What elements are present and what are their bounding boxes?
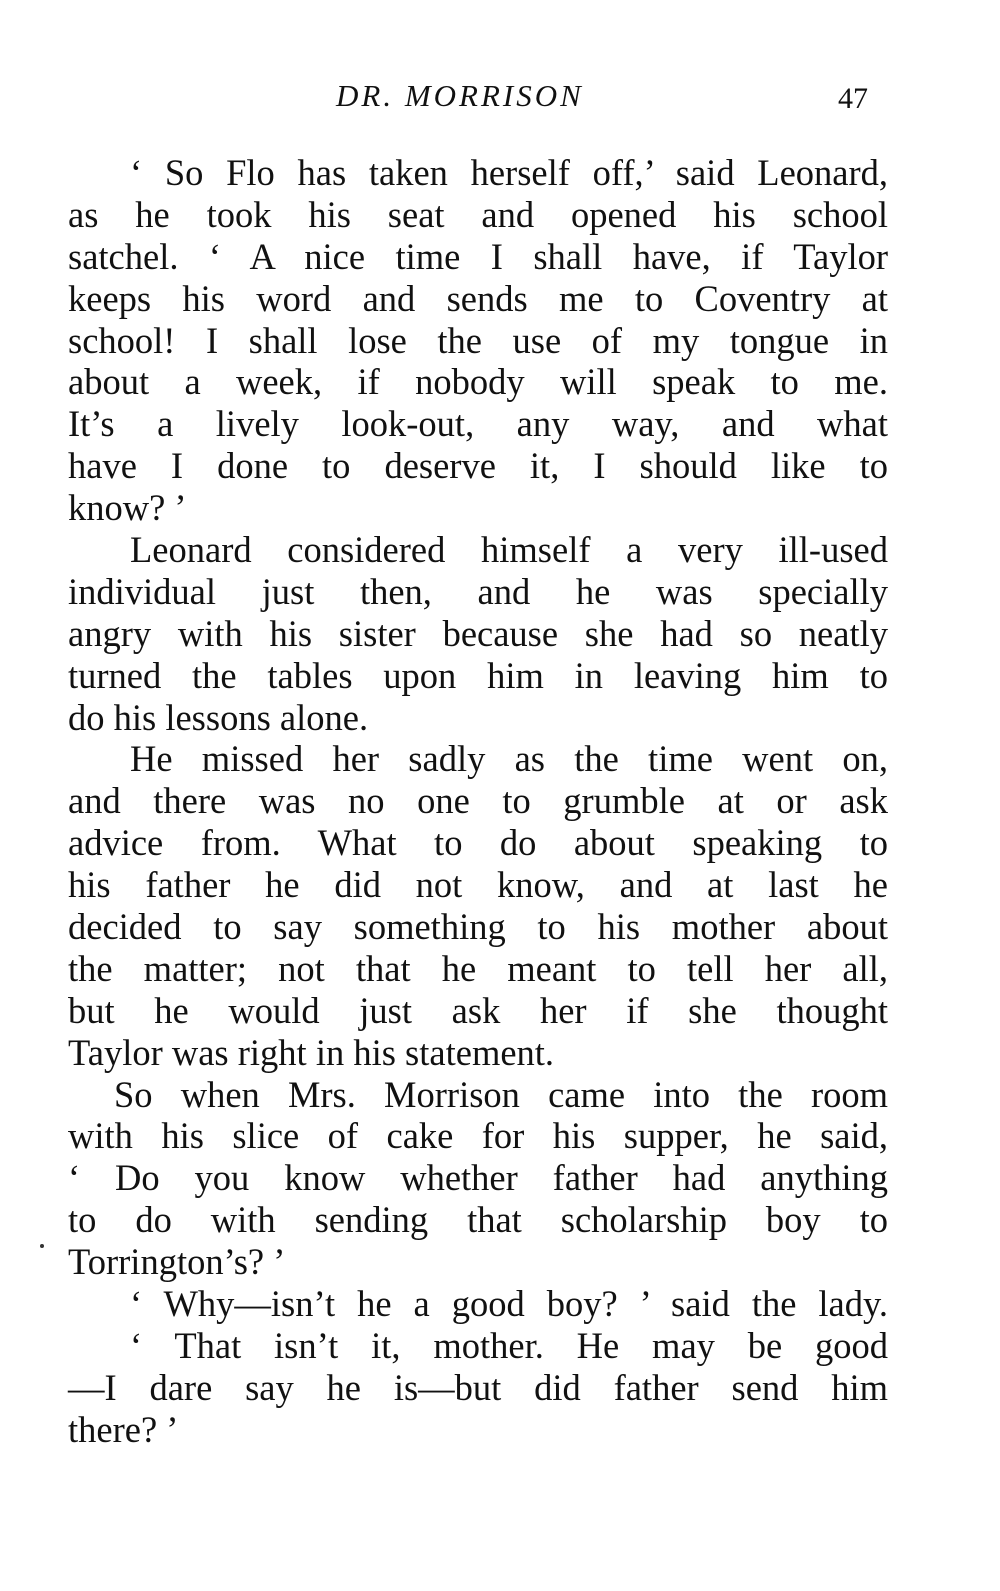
text-line: there? ’ (68, 1408, 179, 1450)
text-line: with his slice of cake for his supper, he said, (68, 1115, 888, 1157)
text-line: advice from. What to do about speaking to (68, 822, 888, 864)
text-line: have I done to deserve it, I should like to (68, 445, 888, 487)
text-line: satchel. ‘ A nice time I shall have, if Taylor (68, 235, 888, 277)
text-line: about a week, if nobody will speak to me. (68, 361, 888, 403)
text-line: So when Mrs. Morrison came into the room (114, 1073, 888, 1115)
text-line: keeps his word and sends me to Coventry at (68, 277, 888, 319)
text-line: —I dare say he is—but did father send him (68, 1366, 888, 1408)
text-line: ‘ Do you know whether father had anything (68, 1157, 888, 1199)
text-line: It’s a lively look-out, any way, and what (68, 403, 888, 445)
body-text (68, 152, 888, 1451)
text-line: Torrington’s? ’ (68, 1241, 286, 1283)
text-line: He missed her sadly as the time went on, (130, 738, 888, 780)
text-line: decided to say something to his mother about (68, 906, 888, 948)
text-line: do his lessons alone. (68, 696, 369, 738)
text-line: his father he did not know, and at last he (68, 864, 888, 906)
text-line: to do with sending that scholarship boy to (68, 1199, 888, 1241)
text-line: but he would just ask her if she thought (68, 989, 888, 1031)
page-number: 47 (838, 82, 868, 115)
text-line: ‘ Why—isn’t he a good boy? ’ said the lady. (130, 1283, 888, 1325)
running-head (0, 70, 1000, 120)
running-title: DR. MORRISON (336, 78, 584, 113)
text-line: ‘ So Flo has taken herself off,’ said Leonard, (130, 152, 888, 193)
text-line: ‘ That isn’t it, mother. He may be good (130, 1324, 888, 1366)
text-line: angry with his sister because she had so neatly (68, 612, 888, 654)
text-line: Taylor was right in his statement. (68, 1031, 555, 1073)
text-line: Leonard considered himself a very ill-used (130, 529, 888, 571)
text-line: know? ’ (68, 487, 187, 529)
text-line: school! I shall lose the use of my tongue in (68, 319, 888, 361)
text-line: the matter; not that he meant to tell her all, (68, 947, 888, 989)
text-line: and there was no one to grumble at or ask (68, 780, 888, 822)
text-line: turned the tables upon him in leaving him to (68, 654, 888, 696)
text-line: as he took his seat and opened his school (68, 193, 888, 235)
print-speck (40, 1244, 44, 1248)
text-line: individual just then, and he was specially (68, 570, 888, 612)
